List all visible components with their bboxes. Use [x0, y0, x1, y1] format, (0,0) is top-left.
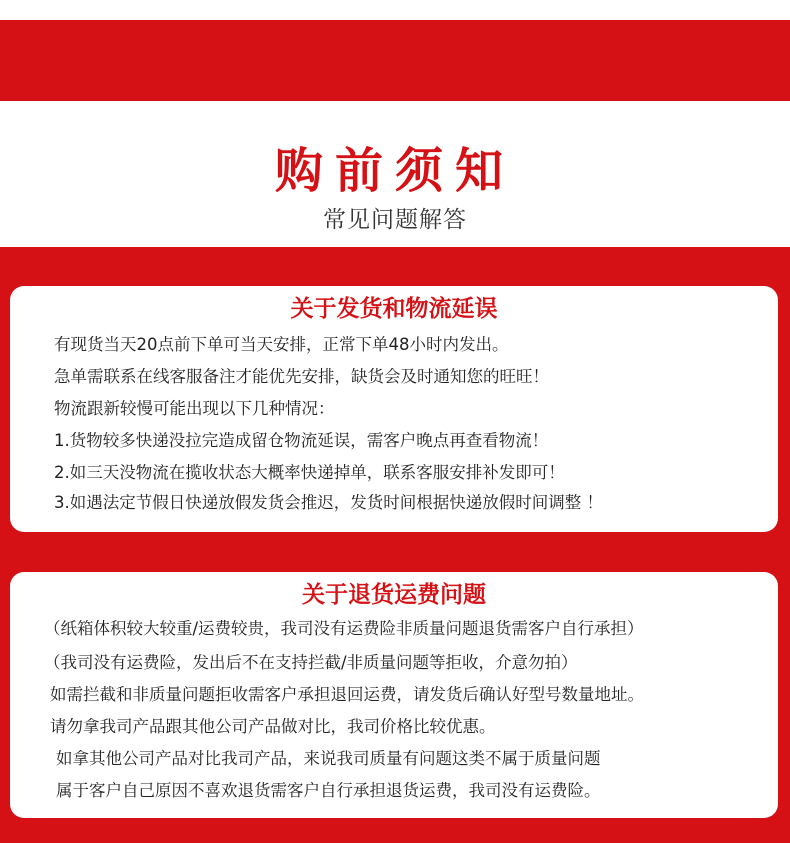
shipping-delay-card: [10, 286, 778, 532]
page-header: [0, 101, 790, 247]
card-line: 属于客户自己原因不喜欢退货需客户自行承担退货运费，我司没有运费险。: [56, 781, 601, 800]
top-red-band: [0, 20, 790, 101]
card-title: 关于退货运费问题: [302, 582, 486, 608]
card-line: 2.如三天没物流在揽收状态大概率快递掉单，联系客服安排补发即可！: [54, 463, 565, 482]
card-line: 3.如遇法定节假日快递放假发货会推迟，发货时间根据快递放假时间调整 ！: [54, 493, 603, 512]
card-line: 急单需联系在线客服备注才能优先安排，缺货会及时通知您的旺旺！: [54, 367, 549, 386]
return-shipping-card: [10, 572, 778, 818]
card-line: 如拿其他公司产品对比我司产品，来说我司质量有问题这类不属于质量问题: [56, 749, 601, 768]
card-line: 有现货当天20点前下单可当天安排，正常下单48小时内发出。: [54, 335, 509, 354]
card-title: 关于发货和物流延误: [290, 296, 498, 322]
card-line: （我司没有运费险，发出后不在支持拦截/非质量问题等拒收，介意勿拍）: [44, 653, 578, 672]
card-line: 1.货物较多快递没拉完造成留仓物流延误，需客户晚点再查看物流！: [54, 431, 549, 450]
card-line: 如需拦截和非质量问题拒收需客户承担退回运费，请发货后确认好型号数量地址。: [50, 685, 644, 704]
page-title: 购前须知: [274, 143, 515, 199]
card-line: 物流跟新较慢可能出现以下几种情况：: [54, 399, 335, 418]
page-subtitle: 常见问题解答: [323, 207, 467, 233]
card-line: 请勿拿我司产品跟其他公司产品做对比，我司价格比较优惠。: [50, 717, 496, 736]
card-line: （纸箱体积较大较重/运费较贵，我司没有运费险非质量问题退货需客户自行承担）: [44, 619, 644, 638]
